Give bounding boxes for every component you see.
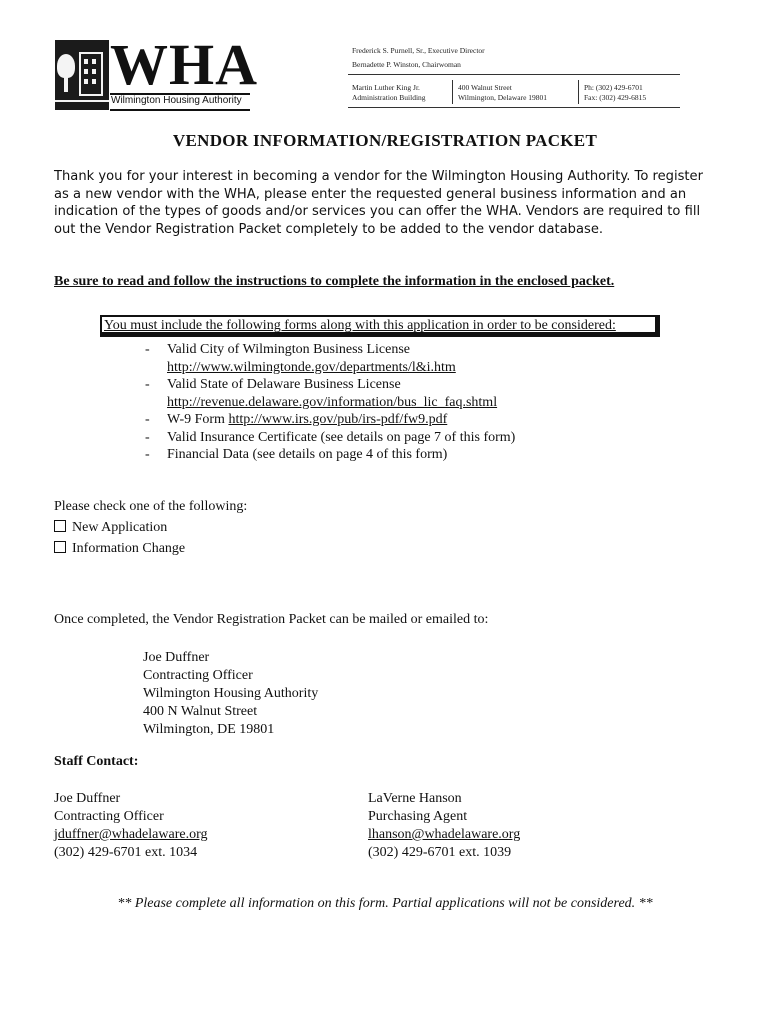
list-item: - W-9 Form http://www.irs.gov/pub/irs-pdf/fw9.pdf <box>145 412 448 427</box>
check-prompt: Please check one of the following: <box>54 499 248 514</box>
address-org: Wilmington Housing Authority <box>143 686 319 701</box>
contact-email-link[interactable]: jduffner@whadelaware.org <box>54 827 208 842</box>
address-name: Joe Duffner <box>143 650 210 665</box>
form-label: Valid State of Delaware Business License <box>167 377 401 392</box>
logo-subtitle: Wilmington Housing Authority <box>111 95 242 106</box>
address-title: Contracting Officer <box>143 668 253 683</box>
footer-note: ** Please complete all information on this form. Partial applications will not be considered. ** <box>117 896 653 911</box>
new-application-checkbox[interactable] <box>54 520 66 532</box>
form-link[interactable]: http://www.irs.gov/pub/irs-pdf/fw9.pdf <box>228 412 448 427</box>
required-forms-list <box>145 341 515 464</box>
letterhead-building-sub: Administration Building <box>352 93 426 102</box>
page-title: VENDOR INFORMATION/REGISTRATION PACKET <box>172 131 598 150</box>
contact-phone: (302) 429-6701 ext. 1034 <box>54 845 198 860</box>
letterhead-phone: Ph: (302) 429-6701 <box>584 83 643 92</box>
list-item: - Valid State of Delaware Business License http://revenue.delaware.gov/information/bus_lic_faq.shtml <box>145 377 498 410</box>
letterhead-street: 400 Walnut Street <box>458 83 512 92</box>
contact-email-link[interactable]: lhanson@whadelaware.org <box>368 827 521 842</box>
staff-contact-card <box>54 790 207 862</box>
contact-phone: (302) 429-6701 ext. 1039 <box>368 845 512 860</box>
instructions-note: Be sure to read and follow the instructions to complete the information in the enclosed packet. <box>54 274 615 289</box>
contact-name: Joe Duffner <box>54 791 121 806</box>
letterhead-chair: Bernadette P. Winston, Chairwoman <box>352 60 461 69</box>
form-link[interactable]: http://revenue.delaware.gov/information/bus_lic_faq.shtml <box>167 394 498 410</box>
contact-title: Contracting Officer <box>54 809 164 824</box>
option-label: New Application <box>72 520 168 535</box>
new-application-option[interactable] <box>54 520 167 536</box>
form-label: Valid Insurance Certificate (see details on page 7 of this form) <box>167 429 516 445</box>
mail-instructions: Once completed, the Vendor Registration Packet can be mailed or emailed to: <box>54 612 489 627</box>
list-item: - Financial Data (see details on page 4 of this form) <box>145 447 448 462</box>
wha-logo <box>55 40 109 110</box>
letterhead-rule <box>348 74 680 75</box>
staff-contact-card <box>368 790 520 862</box>
letterhead-city: Wilmington, Delaware 19801 <box>458 93 548 102</box>
staff-contact-label: Staff Contact: <box>54 754 139 769</box>
mailing-address <box>143 649 318 739</box>
forms-heading: You must include the following forms along with this application in order to be considered: <box>104 318 616 333</box>
list-item: - Valid City of Wilmington Business License http://www.wilmingtonde.gov/departments/l&i.htm <box>145 342 456 375</box>
contact-name: LaVerne Hanson <box>368 791 462 806</box>
contact-title: Purchasing Agent <box>368 809 468 824</box>
intro-paragraph: Thank you for your interest in becoming a vendor for the Wilmington Housing Authority. To register as a new vendor with the WHA, please enter the requested general business information and an indication of the types of goods and/or services you can offer the WHA. Vendors are required to fill out the Vendor Registration Packet completely to be added to the vendor database. <box>54 169 703 237</box>
letterhead-divider <box>578 80 579 104</box>
list-item: - Valid Insurance Certificate (see details on page 7 of this form) <box>145 429 516 445</box>
letterhead-director: Frederick S. Purnell, Sr., Executive Director <box>352 46 485 55</box>
letterhead-building: Martin Luther King Jr. <box>352 83 420 92</box>
form-label: W-9 Form <box>167 412 225 427</box>
address-street: 400 N Walnut Street <box>143 704 258 719</box>
form-label: Valid City of Wilmington Business License <box>167 342 410 357</box>
option-label: Information Change <box>72 541 186 556</box>
information-change-checkbox[interactable] <box>54 541 66 553</box>
logo-wordmark: WHA <box>110 32 258 97</box>
letterhead-divider <box>452 80 453 104</box>
letterhead-fax: Fax: (302) 429-6815 <box>584 93 647 102</box>
form-label: Financial Data (see details on page 4 of this form) <box>167 447 448 462</box>
address-city: Wilmington, DE 19801 <box>143 722 275 737</box>
information-change-option[interactable] <box>54 541 185 557</box>
letterhead-rule <box>348 107 680 108</box>
form-link[interactable]: http://www.wilmingtonde.gov/departments/l&i.htm <box>167 359 456 375</box>
